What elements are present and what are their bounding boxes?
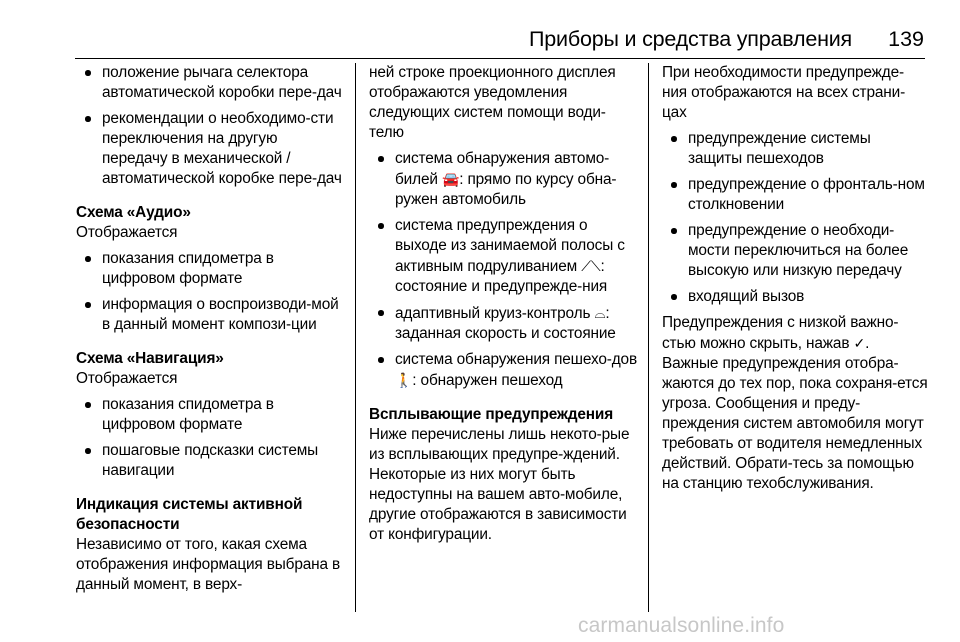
popup-heading: Всплывающие предупреждения (369, 406, 614, 423)
page-title: Приборы и средства управления (529, 27, 852, 51)
checkmark-icon: ✓ (853, 335, 866, 351)
list-item: пошаговые подсказки системы навигации (76, 441, 342, 481)
audio-heading: Схема «Аудио» (76, 204, 191, 221)
column-1 (76, 63, 342, 595)
warnings-intro: При необходимости предупрежде-ния отображаются на всех страни-цах (662, 64, 906, 121)
bullet-list-top (76, 63, 342, 189)
car-front-icon: 🚘 (441, 171, 460, 187)
cruise-control-icon: ⌓ (594, 305, 606, 321)
list-item: адаптивный круиз-контроль ⌓: заданная скорость и состояние (369, 303, 637, 344)
navigation-heading: Схема «Навигация» (76, 350, 224, 367)
list-item: положение рычага селектора автоматической коробки пере-дач (76, 63, 342, 103)
list-item: показания спидометра в цифровом формате (76, 249, 342, 289)
audio-bullets (76, 249, 342, 335)
list-item: предупреждение о необходи-мости переключиться на более высокую или низкую передачу (662, 221, 928, 281)
column-divider-1 (355, 63, 356, 612)
assist-intro: ней строке проекционного дисплея отображаются уведомления следующих систем помощи води-телю (369, 64, 616, 141)
list-item: входящий вызов (662, 287, 928, 307)
page-header (0, 0, 960, 60)
column-2 (369, 63, 637, 545)
assist-bullets (369, 149, 637, 391)
navigation-bullets (76, 395, 342, 481)
list-item: информация о воспроизводи-мой в данный момент компози-ции (76, 295, 342, 335)
list-item: рекомендации о необходимо-сти переключения на другую передачу в механической / автоматической коробке пере-дач (76, 109, 342, 189)
navigation-intro: Отображается (76, 370, 178, 387)
list-item: предупреждение о фронталь-ном столкновении (662, 175, 928, 215)
column-divider-2 (648, 63, 649, 612)
safety-heading: Индикация системы активной безопасности (76, 496, 303, 533)
list-item: система обнаружения пешехо-дов 🚶: обнаружен пешеход (369, 350, 637, 391)
safety-text: Независимо от того, какая схема отображения информация выбрана в данный момент, в верх- (76, 536, 341, 593)
list-item: предупреждение системы защиты пешеходов (662, 129, 928, 169)
column-3 (662, 63, 928, 494)
pedestrian-icon: 🚶 (395, 372, 413, 388)
list-item: система предупреждения о выходе из занимаемой полосы с активным подруливанием ⟋⟍: состояние и предупрежде-ния (369, 216, 637, 297)
audio-intro: Отображается (76, 224, 178, 241)
watermark: carmanualsonline.info (578, 614, 785, 637)
warnings-text: Предупреждения с низкой важно-стью можно скрыть, нажав ✓. Важные предупреждения отобра-жаются до тех пор, пока сохраня-ется угроза. Сообщения и преду-преждения систем автомобиля могут требовать от водителя немедленных действий. Обрати-тесь за помощью на станцию техобслуживания. (662, 314, 928, 492)
warnings-bullets (662, 129, 928, 307)
popup-text: Ниже перечислены лишь некото-рые из всплывающих предупре-ждений. Некоторые из них могут быть недоступны на вашем авто-мобиле, другие отображаются в зависимости от конфигурации. (369, 426, 630, 543)
header-rule (75, 58, 925, 59)
list-item: показания спидометра в цифровом формате (76, 395, 342, 435)
lane-keep-icon: ⟋⟍ (581, 258, 601, 274)
list-item: система обнаружения автомо-билей 🚘: прямо по курсу обна-ружен автомобиль (369, 149, 637, 210)
page-number: 139 (888, 27, 924, 51)
